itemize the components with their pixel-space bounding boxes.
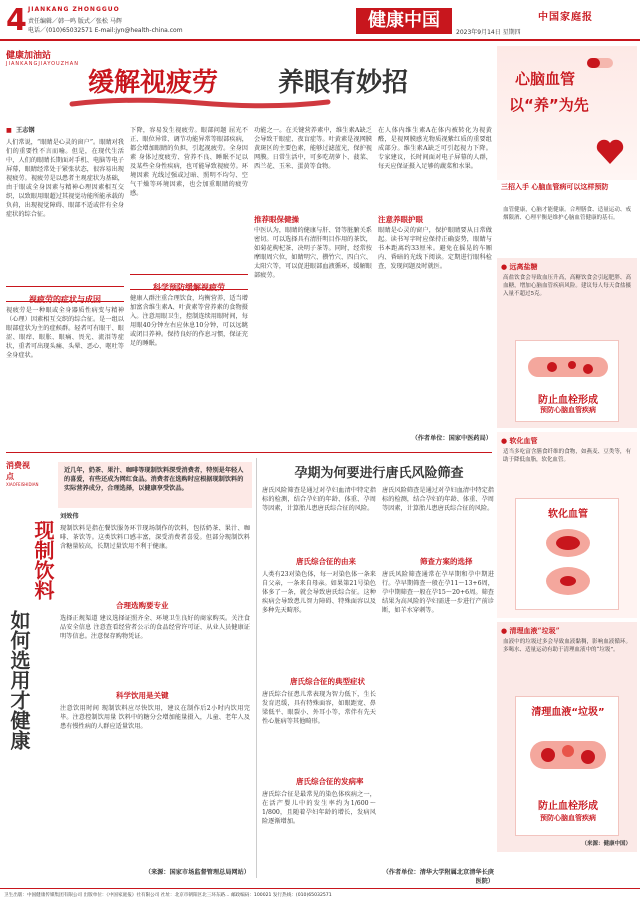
article2-body2: 选择正规渠道 建议选择证照齐全、环境卫生良好的商家购买。关注食品安全信息 注意查看经营者公示的食品经营许可证、从业人员健康证明等信息。注意保存购物凭证。 bbox=[60, 615, 250, 640]
vessel-cross-section-illustration bbox=[538, 523, 598, 603]
article2-author-note: （来源：国家市场监督管理总局网站） bbox=[144, 869, 250, 876]
subhead-2 bbox=[130, 274, 248, 290]
heart-icon bbox=[595, 138, 625, 166]
sidebar-s1-text: 高盐饮食会导致血压升高，高糖饮食会引起肥胖、高血糖，增加心脑血管疾病风险。建议每人每天食盐摄入量不超过5克。 bbox=[503, 275, 631, 297]
column2-label bbox=[6, 460, 39, 487]
section-pinyin: JIANKANG ZHONGGUO bbox=[28, 6, 120, 13]
article1-col2b: 健康人群注重合理饮食，均衡营养，适当增加富含维生素A、叶黄素等营养素的食物摄入。注意用眼卫生，控制连续用眼时间，每用眼40分钟左右应休息10分钟，可以远眺或闭目养神。保持良好的作息习惯，保证充足的睡眠。 bbox=[130, 295, 248, 347]
article3-author-note: （作者单位：清华大学附属北京清华长庚医院） bbox=[382, 869, 494, 885]
article3-body4: 唐氏风险筛查通常在孕早期和孕中期进行。孕早期筛查一般在孕11～13+6周，孕中期筛查一般在孕15～20+6周。筛查结果为高风险的孕妇需进一步进行产前诊断，如羊水穿刺等。 bbox=[382, 571, 494, 614]
sidebar-intro-head: 三招入手 心脑血管病可以这样预防 bbox=[501, 182, 609, 191]
article1-author-note: （作者单位：国家中医药局） bbox=[411, 435, 492, 442]
sidebar-s3-text: 血液中的垃圾过多会导致血液黏稠，影响血液循环。多喝水、适量运动有助于清理血液中的“垃圾”。 bbox=[503, 639, 631, 653]
section-title: 健康中国 bbox=[356, 8, 452, 34]
poster1-sub: 预防心脑血管疾病 bbox=[540, 406, 596, 414]
sidebar-intro: 血管健康，心脑才能健康。合理膳食、适量运动、戒烟限酒、心理平衡是维护心脑血管健康的基石。 bbox=[503, 207, 631, 221]
article2-lead: 近几年，奶茶、果汁、咖啡等现制饮料深受消费者，特别是年轻人的喜爱，有些还成为网红食品。消费者在选购时应根据现制饮料的实际营养成分，合理选择，以健康享受饮品。 bbox=[64, 467, 244, 492]
article1-col4b: 眼睛是心灵的窗户，保护眼睛要从日常做起。读书写字时应保持正确姿势，眼睛与书本距离约33厘米。避免在摇晃的车厢内、昏暗的光线下阅读。定期进行眼科检查，发现问题及时就医。 bbox=[378, 227, 492, 270]
article3-body3: 唐氏综合征是最常见的染色体疾病之一，在活产婴儿中的发生率约为1/600～1/800，且随着孕妇年龄的增长，发病风险逐渐增加。 bbox=[262, 791, 376, 825]
poster4-sub: 预防心脑血管疾病 bbox=[540, 814, 596, 822]
article2-body1: 现制饮料是指在餐饮服务环节现场制作的饮料，包括奶茶、果汁、咖啡、茶饮等。这类饮料口感丰富，深受消费者喜爱。但部分现制饮料含糖量较高，长期过量饮用不利于健康。 bbox=[60, 525, 250, 550]
sidebar-title-1: 心脑血管 bbox=[515, 70, 576, 88]
article1-col3b: 中医认为，眼睛的健康与肝、肾等脏腑关系密切。可以选择具有清肝明目作用的茶饮，如菊花枸杞茶、决明子茶等。同时，经常按摩眼周穴位，如睛明穴、攒竹穴、四白穴、太阳穴等，可以促进眼部血液循环，缓解眼部疲劳。 bbox=[254, 227, 372, 279]
column-label bbox=[6, 48, 79, 67]
headline-part-1: 缓解视疲劳 bbox=[88, 68, 219, 98]
column2-name: 消费视点 bbox=[6, 460, 30, 481]
section-divider bbox=[6, 452, 492, 453]
blood-cell-illustration bbox=[530, 721, 606, 791]
headline-part-2: 养眼有妙招 bbox=[278, 68, 409, 98]
paper-logo: 中国家庭报 bbox=[538, 12, 593, 23]
poster-clean-blood bbox=[515, 696, 619, 836]
article3-subhead-2: 唐氏综合征的典型症状 bbox=[290, 677, 365, 686]
vessel-illustration bbox=[528, 347, 608, 387]
article2-title-line2: 如何选用才健康 bbox=[7, 610, 31, 750]
sidebar-s1-head: ● 远离盐糖 bbox=[501, 262, 538, 271]
sidebar-section-2 bbox=[497, 432, 637, 618]
column-name: 健康加油站 bbox=[6, 51, 52, 61]
byline-icon: ■ bbox=[6, 127, 12, 134]
article2-subhead-1: 合理选购要专业 bbox=[116, 601, 169, 610]
article3-body2: 唐氏综合征患儿常表现为智力低下，生长发育迟缓，具有特殊面容，如眼距宽、鼻梁低平、眼裂小、外耳小等，常伴有先天性心脏病等其他畸形。 bbox=[262, 691, 376, 725]
column2-pinyin: XIAOFEISHIDIAN bbox=[6, 482, 39, 487]
sidebar-author-note: （来源：健康中国） bbox=[581, 841, 631, 847]
column-pinyin: JIANKANGJIAYOUZHAN bbox=[6, 61, 79, 67]
article2-subhead-2: 科学饮用是关键 bbox=[116, 691, 169, 700]
article1-col3: 功能之一。在关键营养素中，维生素A缺乏会导致干眼症、夜盲症等。叶黄素是视网膜黄斑区的主要色素，能够过滤蓝光，保护视网膜。日常生活中，可多吃胡萝卜、菠菜、西兰花、玉米、蛋黄等食物。 bbox=[254, 127, 372, 170]
contact-line: 电话／(010)65032571 E-mail:jyn@health-china.com bbox=[28, 27, 183, 34]
poster2-title: 软化血管 bbox=[548, 509, 588, 520]
sidebar-section-3 bbox=[497, 622, 637, 852]
subhead-4: 注意养眼护眼 bbox=[378, 215, 423, 224]
sidebar-title-2: 以“养”为先 bbox=[509, 96, 589, 114]
subhead-1-text: 视疲劳的症状与成因 bbox=[29, 294, 101, 304]
article-headline bbox=[70, 60, 450, 110]
sidebar-s2-head: ● 软化血管 bbox=[501, 436, 538, 445]
subhead-2-text: 科学预防缓解视疲劳 bbox=[153, 282, 225, 292]
article2-byline: 刘效伟 bbox=[60, 513, 79, 520]
subhead-3: 推荐眼保健操 bbox=[254, 215, 299, 224]
sidebar-banner bbox=[497, 46, 637, 180]
article2-title bbox=[7, 520, 55, 770]
issue-date: 2023年9月14日 星期四 bbox=[456, 29, 521, 36]
page-footer: 卫生出版：中国健康传媒集团有限公司 出版单位：《中国家庭报》社有限公司 社址：北京市朝阳区北三环东路... 邮政编码：100021 发行热线：(010)65032571 bbox=[0, 888, 640, 903]
article3-subhead-1: 唐氏综合征的由来 bbox=[296, 557, 356, 566]
article3-subhead-4: 筛查方案的选择 bbox=[420, 557, 473, 566]
page-header bbox=[0, 0, 640, 40]
pill-icon bbox=[585, 52, 619, 72]
poster1-title: 防止血栓形成 bbox=[538, 395, 598, 406]
sidebar bbox=[497, 46, 637, 854]
brush-stroke-decoration bbox=[70, 95, 330, 111]
article3-lead: 唐氏风险筛查是通过对孕妇血清中特定指标的检测，结合孕妇的年龄、体重、孕周等因素，计算胎儿患唐氏综合征的风险。 bbox=[262, 487, 376, 512]
article3-col2-top: 唐氏风险筛查是通过对孕妇血清中特定指标的检测，结合孕妇的年龄、体重、孕周等因素，计算胎儿患唐氏综合征的风险。 bbox=[382, 487, 494, 512]
poster4-title: 防止血栓形成 bbox=[538, 801, 598, 812]
article2-title-line1: 现制饮料 bbox=[31, 520, 55, 600]
column-divider bbox=[256, 458, 257, 878]
sidebar-s2-text: 适当多吃富含膳食纤维的食物，如燕麦、豆类等，有助于降低血脂，软化血管。 bbox=[503, 449, 631, 463]
article2-body3: 注意饮用时间 现制饮料应尽快饮用，建议在制作后2小时内饮用完毕。注意控制饮用量 饮料中的糖分会增加能量摄入，儿童、老年人及患有慢性病的人群应适量饮用。 bbox=[60, 705, 250, 730]
poster-blood-clot bbox=[515, 340, 619, 422]
article3-body1: 人类有23对染色体，每一对染色体一条来自父亲，一条来自母亲。如果第21号染色体多了一条，就会导致唐氏综合征。这种疾病会导致患儿智力障碍、特殊面容以及多种先天畸形。 bbox=[262, 571, 376, 614]
article1-byline: 王志钢 bbox=[16, 127, 35, 134]
article1-col2: 下降，容易发生视疲劳。眼部问题 屈光不正、眼位异常、调节功能异常等眼部疾病，都会增加眼睛的负担，引起视疲劳。全身因素 身体过度疲劳、营养不良、睡眠不足以及某些全身性疾病，也可能导致视疲劳。环境因素 光线过强或过暗、照明不均匀、空气干燥等环境因素，也会加重眼睛的疲劳感。 bbox=[130, 127, 248, 197]
subhead-1 bbox=[6, 286, 124, 302]
article1-col1b: 视疲劳是一种眼或全身器质性病变与精神（心理）因素相互交织的综合征。是一组以眼部症状为主的症候群。轻者可有眼干、眼涩、眼痒、眼胀、眼痛、畏光、流泪等症状，重者可出现头痛、头晕、恶心、呕吐等全身症状。 bbox=[6, 307, 124, 359]
article3-title: 孕期为何要进行唐氏风险筛查 bbox=[294, 466, 464, 481]
poster-soften-vessel bbox=[515, 498, 619, 610]
sidebar-s3-head: ● 清理血液“垃圾” bbox=[501, 626, 560, 635]
header-rule bbox=[0, 39, 640, 41]
page-number: 4 bbox=[6, 3, 27, 38]
article3-subhead-3: 唐氏综合征的发病率 bbox=[296, 777, 364, 786]
editor-line: 责任编辑／韩一鸣 版式／张松 马辉 bbox=[28, 18, 122, 25]
article1-col4: 在人体内维生素A在体内被转化为视黄醛，是视网膜感光物质视紫红质的重要组成部分。维生素A缺乏可引起视力下降。专家建议，长时间面对电子屏幕的人群，每天应保证摄入足够的蔬菜和水果。 bbox=[378, 127, 492, 170]
article2-lead-box bbox=[58, 462, 252, 508]
poster3-title: 清理血液“垃圾” bbox=[531, 707, 605, 718]
article1-col1: 人们常说，“眼睛是心灵的窗户”。眼睛对我们的重要性不言而喻。但是，在现代生活中，人们的眼睛长期面对手机、电脑等电子屏幕，眼睛经常处于紧张状态，很容易出现视疲劳。视疲劳是以患者主观症状为基础，由于眼或全身因素与精神心理因素相互交织，以致眼用眼超过其视觉功能所能承载的负荷，出现视觉障碍、眼部不适或伴有全身症状的综合征。 bbox=[6, 139, 124, 218]
sidebar-section-1 bbox=[497, 258, 637, 428]
